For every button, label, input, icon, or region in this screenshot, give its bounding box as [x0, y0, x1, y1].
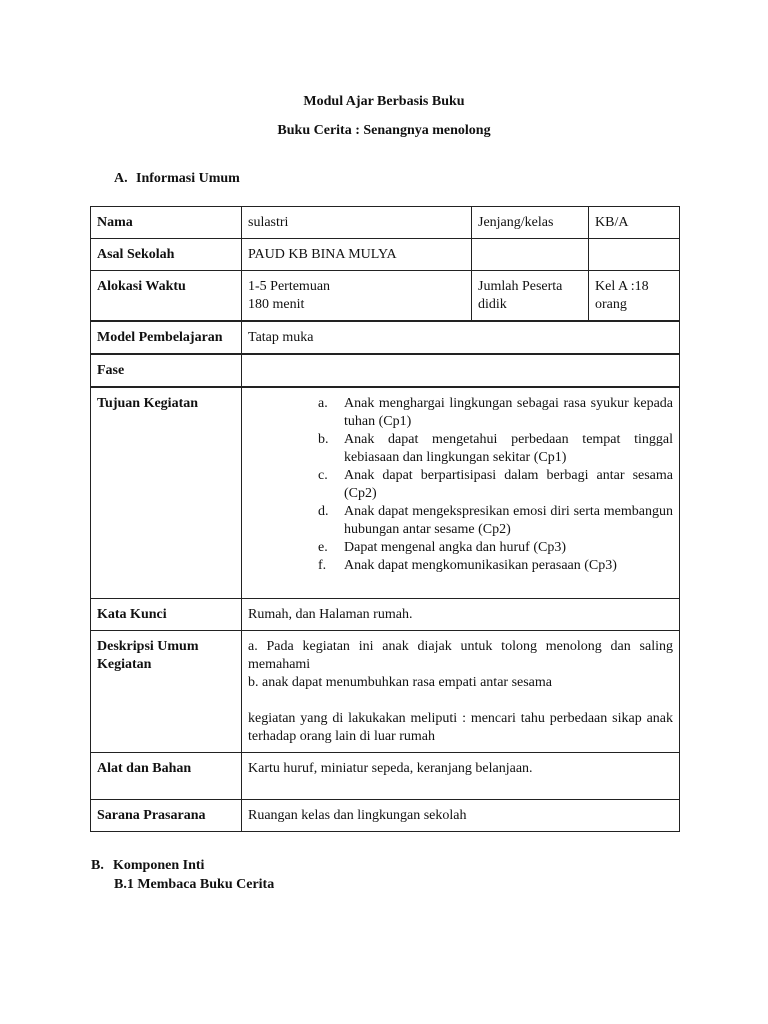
list-item-text: Anak dapat mengetahui perbedaan tempat tinggal kebiasaan dan lingkungan sekitar (Cp1)	[344, 432, 673, 465]
kata-kunci-value: Rumah, dan Halaman rumah.	[242, 598, 680, 630]
asal-label: Asal Sekolah	[91, 239, 242, 271]
alat-value: Kartu huruf, miniatur sepeda, keranjang belanjaan.	[242, 752, 680, 799]
section-a-heading	[114, 171, 240, 187]
fase-label: Fase	[91, 354, 242, 387]
list-item-text: Anak dapat mengekspresikan emosi diri serta membangun hubungan antar sesame (Cp2)	[344, 504, 673, 537]
list-item	[318, 431, 673, 467]
section-a-label: Informasi Umum	[136, 171, 240, 186]
deskripsi-label-line-1: Deskripsi Umum	[97, 638, 199, 654]
tujuan-list	[248, 395, 673, 575]
peserta-value-line-2: orang	[595, 297, 627, 312]
list-marker: a.	[318, 396, 328, 411]
list-item	[318, 539, 673, 557]
list-item-text: Dapat mengenal angka dan huruf (Cp3)	[344, 540, 566, 555]
alokasi-line-2: 180 menit	[248, 297, 305, 312]
deskripsi-label-line-2: Kegiatan	[97, 656, 152, 672]
deskripsi-para-c: kegiatan yang di lakukakan meliputi : mencari tahu perbedaan sikap anak terhadap orang lain di luar rumah	[248, 710, 673, 744]
list-marker: f.	[318, 558, 327, 573]
kata-kunci-label: Kata Kunci	[91, 598, 242, 630]
table-row	[91, 799, 680, 831]
empty-cell	[472, 239, 589, 271]
deskripsi-label	[91, 630, 242, 752]
table-row	[91, 752, 680, 799]
alokasi-value	[242, 271, 472, 322]
peserta-label	[472, 271, 589, 322]
info-table	[90, 206, 680, 832]
deskripsi-para-b: b. anak dapat menumbuhkan rasa empati antar sesama	[248, 674, 552, 690]
peserta-label-line-2: didik	[478, 297, 507, 312]
empty-cell	[589, 239, 680, 271]
tujuan-value	[242, 387, 680, 598]
spacer	[248, 692, 673, 710]
table-row	[91, 321, 680, 354]
jenjang-value: KB/A	[589, 207, 680, 239]
nama-label: Nama	[91, 207, 242, 239]
model-value: Tatap muka	[242, 321, 680, 354]
document-title: Modul Ajar Berbasis Buku	[303, 94, 465, 109]
table-row	[91, 630, 680, 752]
section-b-heading	[91, 858, 204, 874]
list-marker: e.	[318, 540, 328, 555]
table-row	[91, 207, 680, 239]
alokasi-line-1: 1-5 Pertemuan	[248, 279, 331, 294]
list-item	[318, 503, 673, 539]
peserta-value	[589, 271, 680, 322]
alat-label: Alat dan Bahan	[91, 752, 242, 799]
list-item-text: Anak dapat mengkomunikasikan perasaan (Cp3)	[344, 558, 617, 573]
sarana-label: Sarana Prasarana	[91, 799, 242, 831]
sarana-value: Ruangan kelas dan lingkungan sekolah	[242, 799, 680, 831]
table-row	[91, 354, 680, 387]
peserta-value-line-1: Kel A :18	[595, 279, 649, 294]
list-marker: d.	[318, 504, 329, 519]
list-marker: c.	[318, 468, 328, 483]
deskripsi-value	[242, 630, 680, 752]
document-subtitle: Buku Cerita : Senangnya menolong	[277, 123, 491, 138]
section-b-label: Komponen Inti	[113, 858, 205, 873]
list-item-text: Anak dapat berpartisipasi dalam berbagi antar sesama (Cp2)	[344, 468, 673, 501]
alokasi-label: Alokasi Waktu	[91, 271, 242, 322]
asal-value: PAUD KB BINA MULYA	[242, 239, 472, 271]
list-marker: b.	[318, 432, 329, 447]
table-row	[91, 271, 680, 322]
table-row	[91, 598, 680, 630]
list-item	[318, 467, 673, 503]
section-b1-heading: B.1 Membaca Buku Cerita	[114, 877, 275, 892]
fase-value	[242, 354, 680, 387]
list-item	[318, 395, 673, 431]
table-row	[91, 387, 680, 598]
list-item-text: Anak menghargai lingkungan sebagai rasa syukur kepada tuhan (Cp1)	[344, 396, 673, 429]
section-b-letter: B.	[91, 858, 104, 873]
section-a-letter: A.	[114, 171, 128, 186]
jenjang-label: Jenjang/kelas	[472, 207, 589, 239]
list-item	[318, 557, 673, 575]
tujuan-label: Tujuan Kegiatan	[91, 387, 242, 598]
table-row	[91, 239, 680, 271]
deskripsi-para-a: a. Pada kegiatan ini anak diajak untuk tolong menolong dan saling memahami	[248, 638, 673, 672]
nama-value: sulastri	[242, 207, 472, 239]
model-label: Model Pembelajaran	[91, 321, 242, 354]
peserta-label-line-1: Jumlah Peserta	[478, 279, 563, 294]
